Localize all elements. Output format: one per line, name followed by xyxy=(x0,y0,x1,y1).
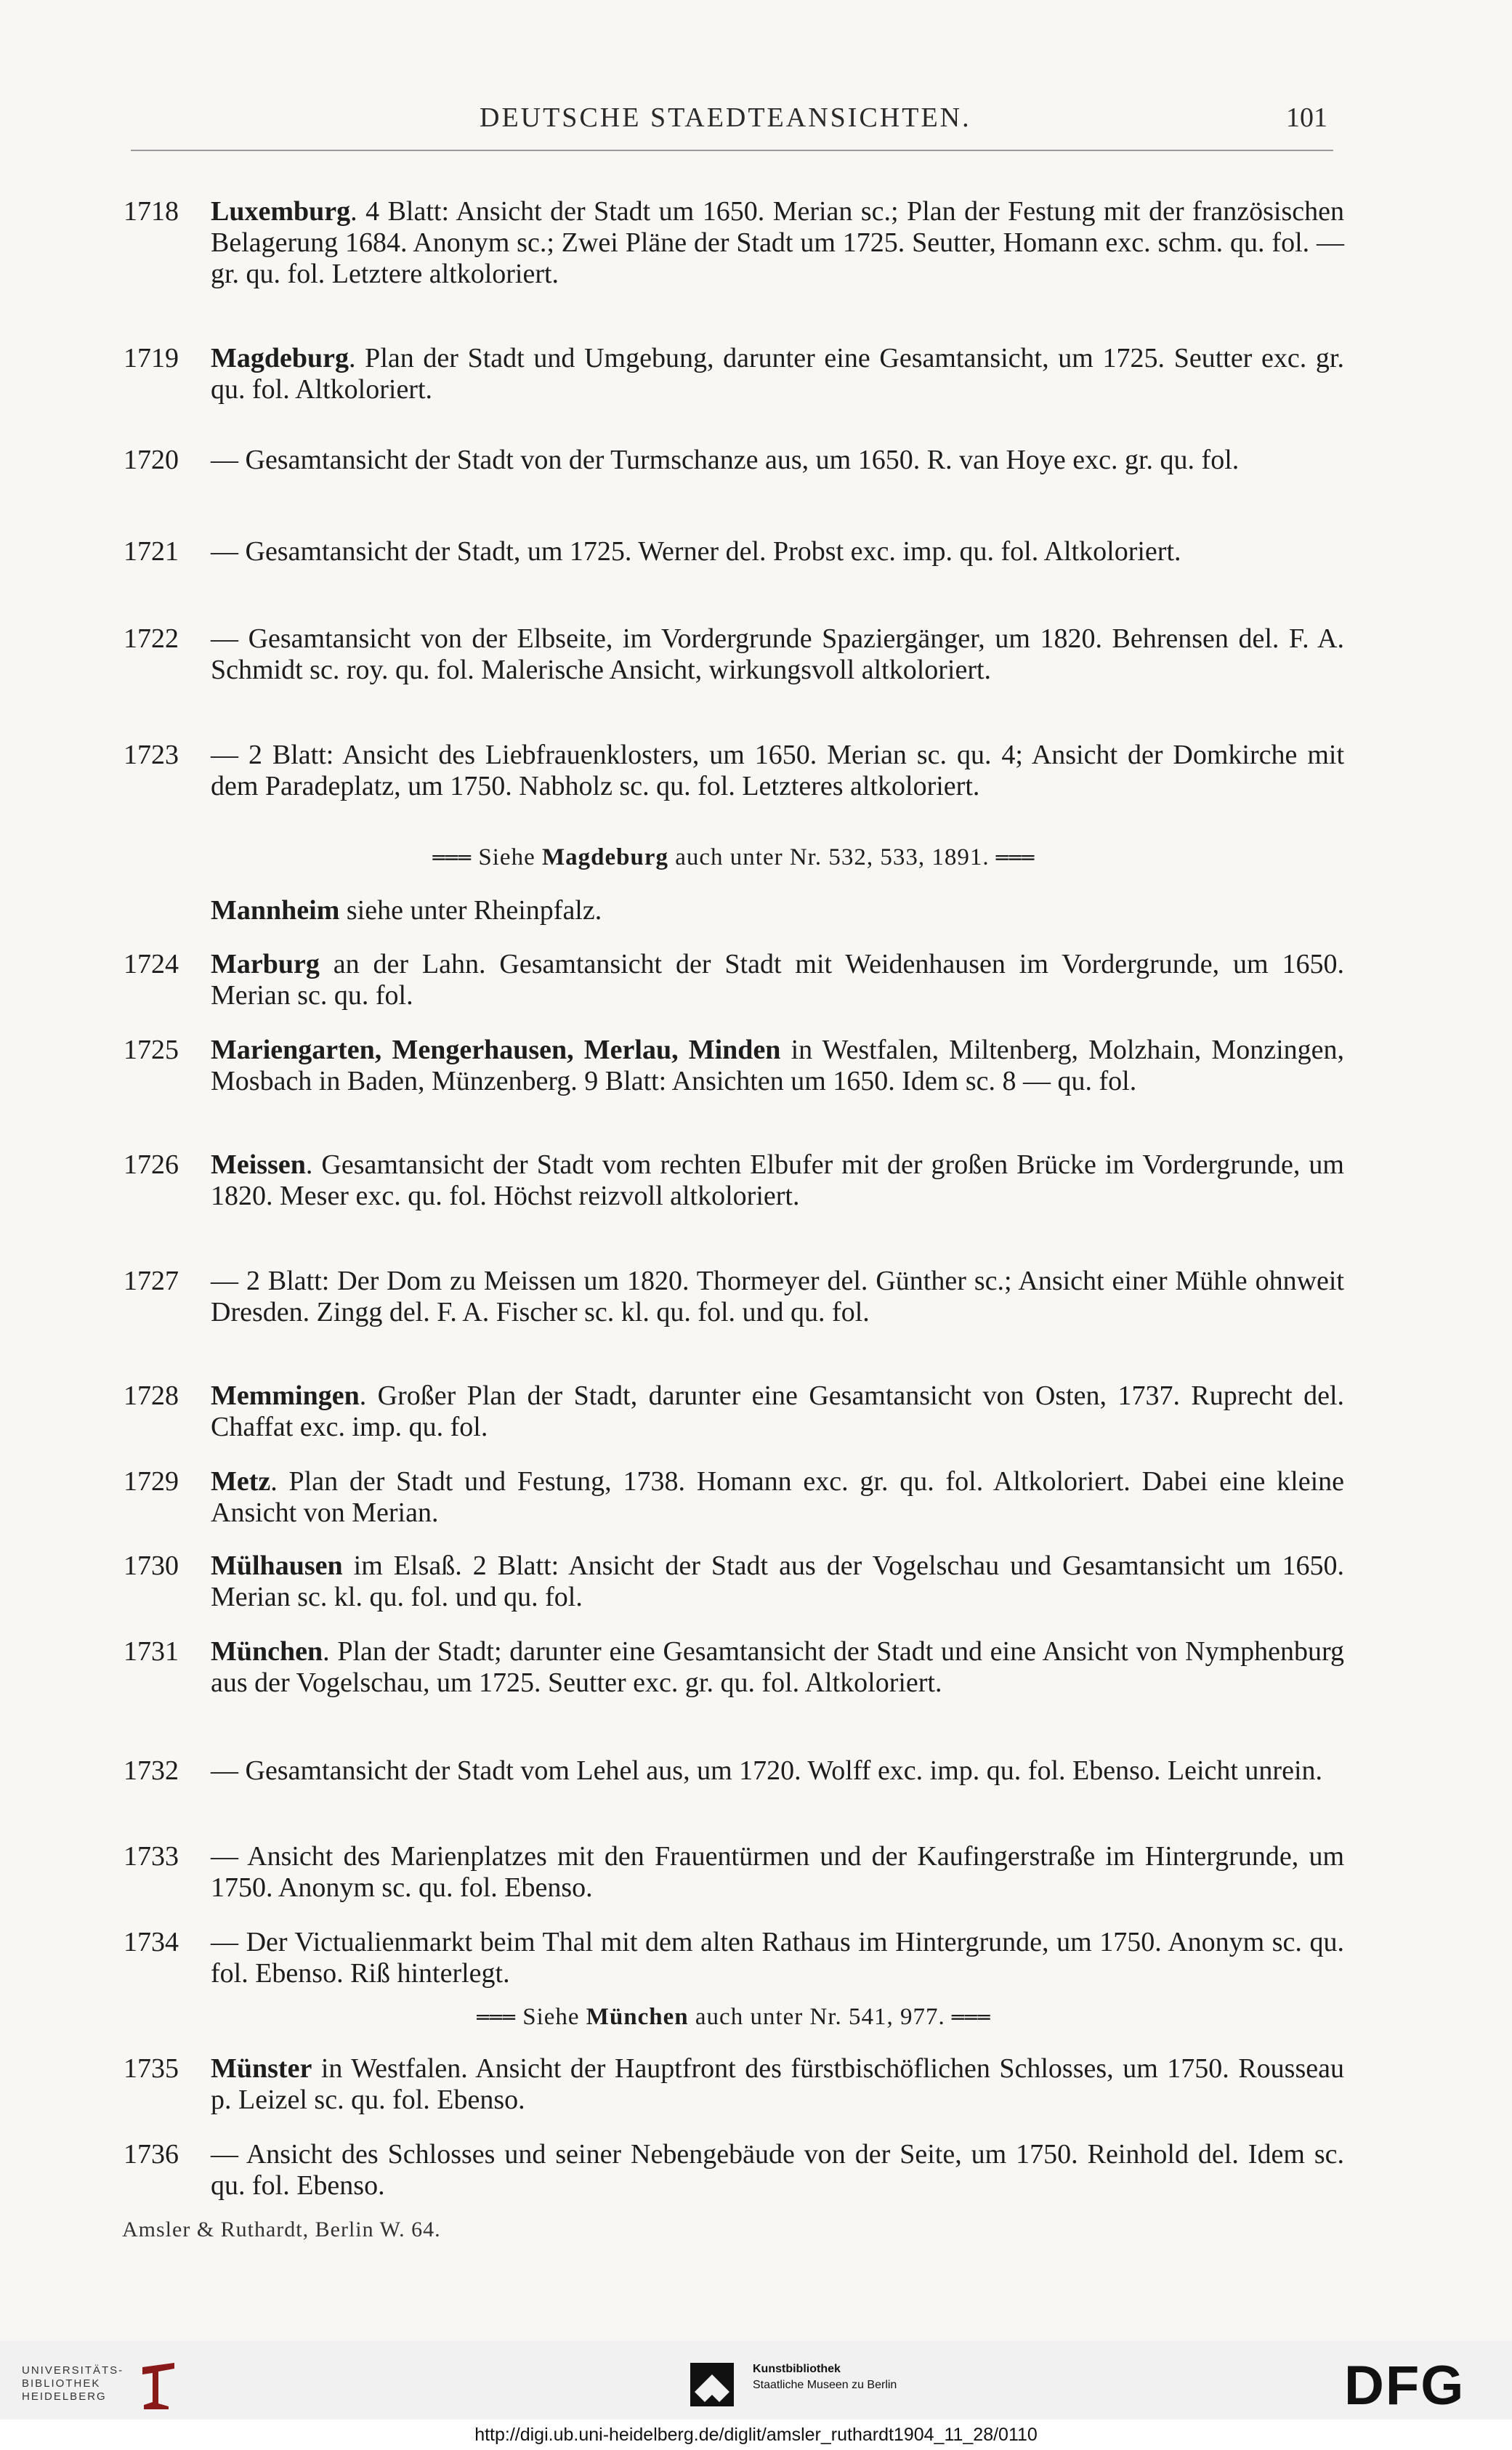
entry-place-name: Memmingen xyxy=(211,1380,360,1411)
header-rule xyxy=(131,150,1333,151)
entry-text: im Elsaß. 2 Blatt: Ansicht der Stadt aus der Vogelschau und Gesamtansicht um 1650. Merian sc. kl. qu. fol. und qu. fol. xyxy=(211,1551,1344,1612)
permalink-url[interactable]: http://digi.ub.uni-heidelberg.de/diglit/amsler_ruthardt1904_11_28/0110 xyxy=(0,2419,1512,2450)
catalog-entry xyxy=(124,196,1344,290)
entry-text: . 4 Blatt: Ansicht der Stadt um 1650. Merian sc.; Plan der Festung mit der französischen Belagerung 1684. Anonym sc.; Zwei Pläne der Stadt um 1725. Seutter, Homann exc. schm. qu. fol. — gr. qu. fol. Letztere altkoloriert. xyxy=(211,196,1344,289)
page-number: 101 xyxy=(1286,102,1327,133)
catalog-entry xyxy=(124,1380,1344,1443)
kunstbibliothek-logo-text[interactable]: Kunstbibliothek Staatliche Museen zu Berlin xyxy=(753,2363,897,2391)
entry-text: . Gesamtansicht der Stadt vom rechten Elbufer mit der großen Brücke im Vordergrunde, um 1820. Meser exc. qu. fol. Höchst reizvoll altkoloriert. xyxy=(211,1149,1344,1211)
cross-reference-place: Magdeburg xyxy=(541,844,668,870)
publisher-footer: Amsler & Ruthardt, Berlin W. 64. xyxy=(122,2217,441,2241)
entry-text: — 2 Blatt: Ansicht des Liebfrauenklosters, um 1650. Merian sc. qu. 4; Ansicht der Domkirche mit dem Paradeplatz, um 1750. Nabholz sc. qu. fol. Letzteres altkoloriert. xyxy=(211,740,1344,801)
dfg-logo[interactable]: DFG xyxy=(1344,2355,1465,2417)
entry-text: — 2 Blatt: Der Dom zu Meissen um 1820. Thormeyer del. Günther sc.; Ansicht einer Mühle ohnweit Dresden. Zingg del. F. A. Fischer sc. kl. qu. fol. und qu. fol. xyxy=(211,1266,1344,1327)
entry-place-name: Magdeburg xyxy=(211,343,349,373)
cross-reference-place: München xyxy=(586,2004,689,2030)
catalog-entry xyxy=(124,343,1344,405)
entry-text: . Plan der Stadt und Festung, 1738. Homann exc. gr. qu. fol. Altkoloriert. Dabei eine kleine Ansicht von Merian. xyxy=(211,1466,1344,1528)
entry-text: . Plan der Stadt; darunter eine Gesamtansicht der Stadt und eine Ansicht von Nymphenburg aus der Vogelschau, um 1725. Seutter exc. gr. qu. fol. Altkoloriert. xyxy=(211,1636,1344,1698)
entry-text: in Westfalen, Miltenberg, Molzhain, Monzingen, Mosbach in Baden, Münzenberg. 9 Blatt: Ansichten um 1650. Idem sc. 8 — qu. fol. xyxy=(211,1035,1344,1096)
running-header-title: DEUTSCHE STAEDTEANSICHTEN. xyxy=(480,102,971,133)
entry-text: — Gesamtansicht der Stadt von der Turmschanze aus, um 1650. R. van Hoye exc. gr. qu. fol. xyxy=(211,445,1240,475)
entry-number: 1724 xyxy=(124,949,179,979)
entry-number: 1728 xyxy=(124,1380,179,1411)
kunstbibliothek-logo-icon xyxy=(690,2363,734,2406)
entry-place-name: Meissen xyxy=(211,1149,306,1180)
university-library-emblem-icon xyxy=(137,2360,180,2411)
catalog-entry xyxy=(124,1466,1344,1529)
catalog-entry xyxy=(124,1266,1344,1328)
entry-text: . Großer Plan der Stadt, darunter eine Gesamtansicht von Osten, 1737. Ruprecht del. Chaffat exc. imp. qu. fol. xyxy=(211,1380,1344,1442)
entry-place-name: Münster xyxy=(211,2053,312,2084)
entry-text: — Gesamtansicht von der Elbseite, im Vordergrunde Spaziergänger, um 1820. Behrensen del. F. A. Schmidt sc. roy. qu. fol. Malerische Ansicht, wirkungsvoll altkoloriert. xyxy=(211,623,1344,685)
catalog-entry xyxy=(124,2139,1344,2202)
entry-number: 1731 xyxy=(124,1636,179,1667)
entry-number: 1723 xyxy=(124,740,179,770)
catalog-entry xyxy=(124,740,1344,802)
entry-text: — Ansicht des Schlosses und seiner Nebengebäude von der Seite, um 1750. Reinhold del. Idem sc. qu. fol. Ebenso. xyxy=(211,2139,1344,2201)
catalog-entry xyxy=(124,1636,1344,1699)
entry-number: 1719 xyxy=(124,343,179,373)
entry-number: 1721 xyxy=(124,536,179,567)
entry-place-name: Mariengarten, Mengerhausen, Merlau, Minden xyxy=(211,1035,781,1065)
entry-number: 1720 xyxy=(124,445,179,475)
entry-place-name: Mülhausen xyxy=(211,1551,343,1581)
entry-number: 1734 xyxy=(124,1927,179,1957)
entry-number: 1736 xyxy=(124,2139,179,2170)
entry-number: 1726 xyxy=(124,1149,179,1180)
cross-reference-note: ═══ Siehe München auch unter Nr. 541, 977. ═══ xyxy=(477,2004,991,2030)
entry-number: 1722 xyxy=(124,623,179,654)
entry-text: — Gesamtansicht der Stadt vom Lehel aus, um 1720. Wolff exc. imp. qu. fol. Ebenso. Leicht unrein. xyxy=(211,1755,1323,1786)
catalog-entry xyxy=(124,1927,1344,1989)
catalog-entry xyxy=(124,623,1344,686)
catalog-entry xyxy=(124,1551,1344,1613)
entry-number: 1718 xyxy=(124,196,179,227)
entry-number: 1732 xyxy=(124,1755,179,1786)
catalog-entry xyxy=(124,1841,1344,1904)
entry-place-name: Metz xyxy=(211,1466,271,1497)
entry-number: 1733 xyxy=(124,1841,179,1872)
entry-text: — Gesamtansicht der Stadt, um 1725. Werner del. Probst exc. imp. qu. fol. Altkoloriert. xyxy=(211,536,1181,567)
entry-text: — Der Victualienmarkt beim Thal mit dem alten Rathaus im Hintergrunde, um 1750. Anonym sc. qu. fol. Ebenso. Riß hinterlegt. xyxy=(211,1927,1344,1989)
cross-reference-note: ═══ Siehe Magdeburg auch unter Nr. 532, 533, 1891. ═══ xyxy=(432,844,1035,870)
entry-number: 1725 xyxy=(124,1035,179,1065)
entry-place-name: Mannheim xyxy=(211,895,340,926)
entry-text: in Westfalen. Ansicht der Hauptfront des fürstbischöflichen Schlosses, um 1750. Rousseau p. Leizel sc. qu. fol. Ebenso. xyxy=(211,2053,1344,2115)
university-library-logo[interactable]: UNIVERSITÄTS- BIBLIOTHEK HEIDELBERG xyxy=(22,2364,124,2403)
entry-text: siehe unter Rheinpfalz. xyxy=(339,895,602,926)
entry-place-name: Luxemburg xyxy=(211,196,351,227)
entry-text: . Plan der Stadt und Umgebung, darunter eine Gesamtansicht, um 1725. Seutter exc. gr. qu. fol. Altkoloriert. xyxy=(211,343,1344,405)
entry-number: 1735 xyxy=(124,2053,179,2084)
mannheim-line xyxy=(124,895,1344,926)
entry-text: — Ansicht des Marienplatzes mit den Frauentürmen und der Kaufingerstraße im Hintergrunde, um 1750. Anonym sc. qu. fol. Ebenso. xyxy=(211,1841,1344,1903)
entry-place-name: München xyxy=(211,1636,323,1667)
catalog-entry xyxy=(124,949,1344,1011)
catalog-entry xyxy=(124,2053,1344,2116)
entry-number: 1727 xyxy=(124,1266,179,1296)
catalog-entry xyxy=(124,1149,1344,1212)
entry-number: 1729 xyxy=(124,1466,179,1497)
catalog-entry xyxy=(124,536,1344,567)
catalog-entry xyxy=(124,1035,1344,1097)
catalog-entry xyxy=(124,1755,1344,1787)
entry-number: 1730 xyxy=(124,1551,179,1581)
entry-text: an der Lahn. Gesamtansicht der Stadt mit Weidenhausen im Vordergrunde, um 1650. Merian sc. qu. fol. xyxy=(211,949,1344,1011)
catalog-entry xyxy=(124,445,1344,476)
entry-place-name: Marburg xyxy=(211,949,320,979)
